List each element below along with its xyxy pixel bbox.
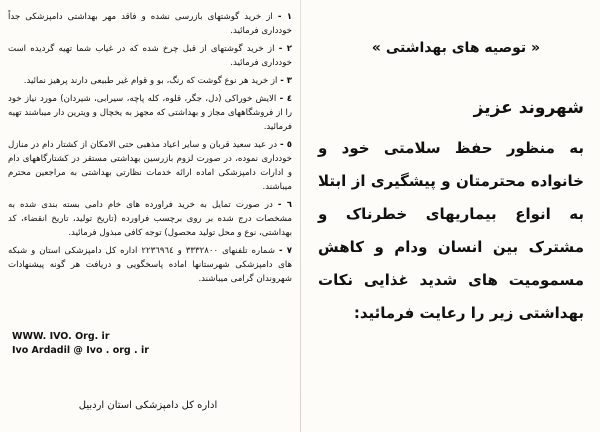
list-item — [8, 42, 292, 70]
department-name: اداره کل دامپزشکی استان اردبیل — [78, 400, 218, 411]
greeting: شهروند عزیز — [473, 98, 584, 118]
email-link[interactable]: Ivo Ardadil @ Ivo . org . ir — [12, 345, 149, 356]
item-number: ٥ - — [279, 140, 292, 150]
list-item — [8, 198, 292, 240]
item-number: ۳ - — [280, 76, 292, 86]
item-text: در عید سعید قربان و سایر اعیاد مذهبی حتی الامکان از کشتار دام در منازل خودداری نموده، در صورت لزوم بازرسین بهداشتی مستقر در کشتارگاههای دام و ادارات دامپزشکی اماده ارائه خدمات نظارتی بهداشتی به مراجعین محترم میباشند. — [8, 140, 292, 192]
advice-list — [8, 10, 292, 290]
item-number: ۱ - — [277, 12, 292, 22]
contact-block — [12, 330, 149, 358]
item-text: شماره تلفنهای ٣٣٣٢٨٠٠ و ٢٢٣٦٩٦٤ اداره کل دامپزشکی استان و شبکه های دامپزشکی شهرستانها اماده پاسخگویی و دریافت هر گونه پیشنهادات شهروندان گرامی میباشند. — [8, 246, 292, 284]
item-number: ۲ - — [278, 44, 293, 54]
item-text: الایش خوراکی (دل، جگر، قلوه، کله پاچه، سیرابی، شیردان) مورد نیاز خود را از فروشگاههای مجاز و بهداشتی که مجهز به یخچال و ویترین دار میباشند تهیه فرمائید. — [8, 94, 292, 132]
item-text: از خرید گوشتهای بازرسی نشده و فاقد مهر بهداشتی دامپزشکی جداً خودداری فرمائید. — [8, 12, 292, 36]
recommendations-title: « توصیه های بهداشتی » — [371, 40, 541, 56]
website-link[interactable]: WWW. IVO. Org. ir — [12, 331, 110, 342]
item-number: ٤ - — [279, 94, 292, 104]
item-text: از خرید گوشتهای از قبل چرخ شده که در غیاب شما تهیه گردیده است خودداری فرمائید. — [8, 44, 292, 68]
list-item — [8, 244, 292, 286]
left-panel — [8, 0, 292, 432]
list-item — [8, 10, 292, 38]
item-number: ٦ - — [277, 200, 292, 210]
list-item — [8, 92, 292, 134]
item-text: از خرید هر نوع گوشت که رنگ، بو و قوام غیر طبیعی دارند پرهیز نمائید. — [23, 76, 278, 86]
intro-paragraph: به منظور حفظ سلامتی خود و خانواده محترمتان و پیشگیری از ابتلا به انواع بیماریهای خطرناک و مشترک بین انسان ودام و کاهش مسمومیت های شدید غذایی نکات بهداشتی زیر را رعایت فرمائید: — [318, 139, 584, 322]
item-text: در صورت تمایل به خرید فراورده های خام دامی بسته بندی شده به مشخصات درج شده بر روی برچسب فراورده (تاریخ تولید، تاریخ انقضاء، کد بهداشتی، نوع و محل تولید محصول) توجه کافی مبذول فرمائید. — [8, 200, 292, 238]
fold-line — [300, 0, 301, 432]
item-number: ۷ - — [278, 246, 293, 256]
right-panel — [318, 0, 586, 432]
list-item — [8, 138, 292, 194]
list-item — [8, 74, 292, 88]
